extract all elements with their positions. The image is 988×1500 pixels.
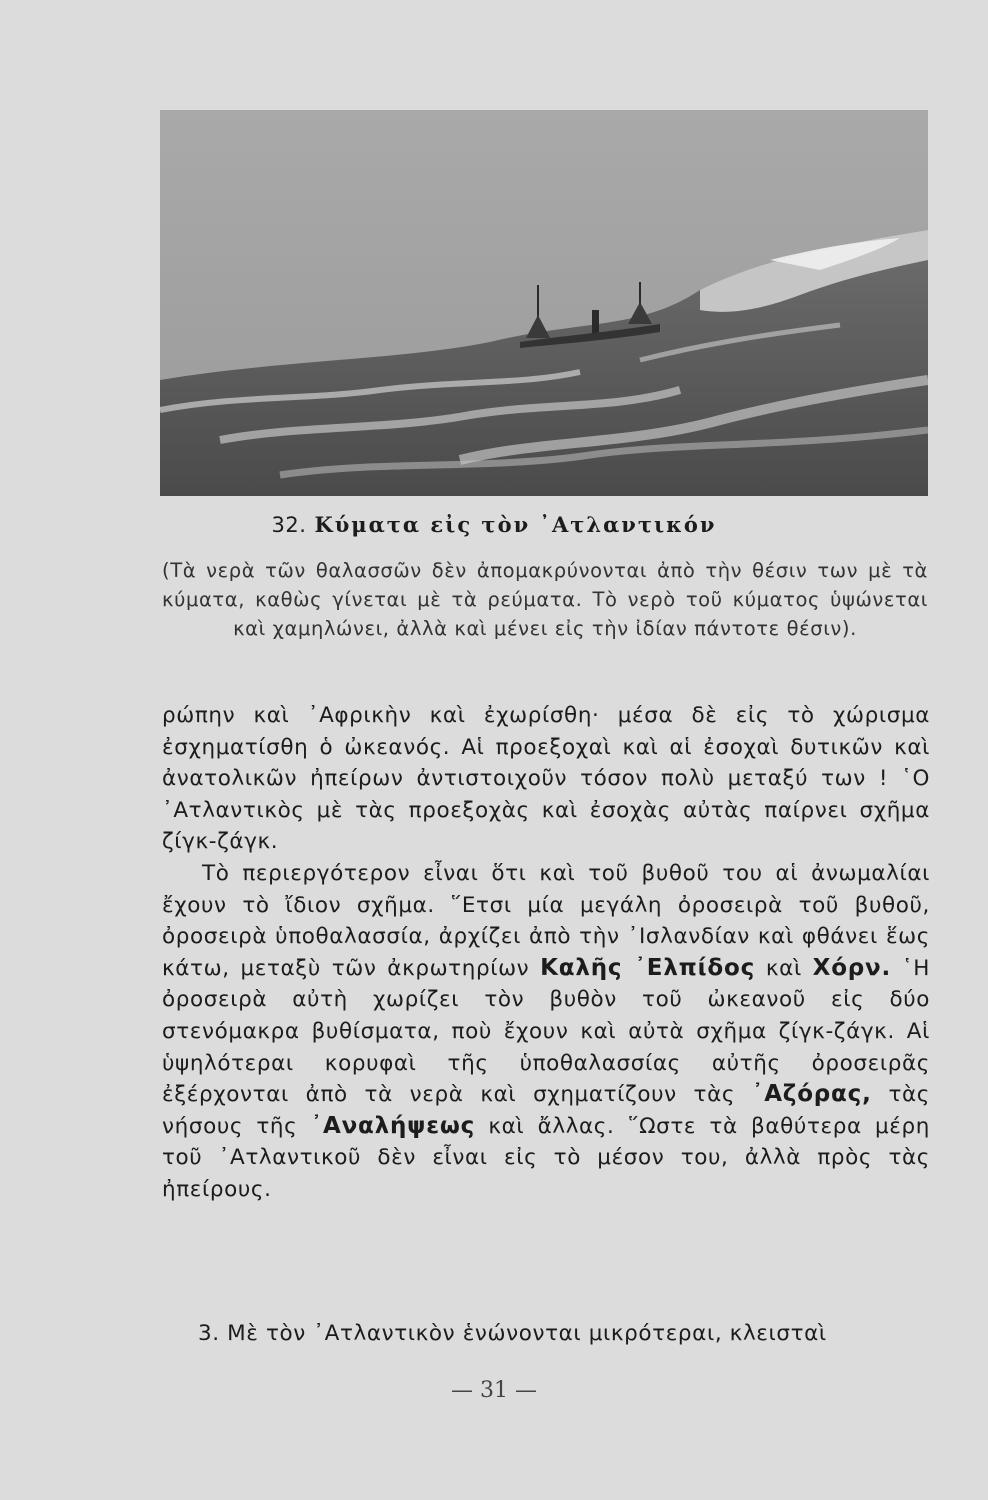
figure-title: Κύματα εἰς τὸν ᾿Ατλαντικόν <box>314 512 717 537</box>
page-number: — 31 — <box>451 1378 537 1403</box>
bold-term-azoras: ᾿Αζόρας, <box>751 1081 872 1108</box>
paragraph-1: ρώπην καὶ ᾿Αφρικὴν καὶ ἐχωρίσθη· μέσα δὲ εἰς τὸ χώρισμα ἐσχηματίσθη ὁ ὠκεανός. Αἱ προεξοχαὶ καὶ αἱ ἐσοχαὶ δυτικῶν καὶ ἀνατολικῶν ἠπείρων ἀντιστοιχοῦν τόσον πολὺ μεταξύ των ! ῾Ο ᾿Ατλαντικὸς μὲ τὰς προεξοχὰς καὶ ἐσοχὰς αὐτὰς παίρνει σχῆμα ζίγκ-ζάγκ. <box>162 703 930 855</box>
main-text <box>162 700 930 1206</box>
paragraph-2-part-d: τὰς νήσους τῆς <box>162 1082 931 1139</box>
bold-term-kalis-elpidos: Καλῆς ᾿Ελπίδος <box>540 954 756 981</box>
paragraph-2-part-e: καὶ ἄλλας. ῞Ωστε τὰ βαθύτερα μέρη τοῦ ᾿Ατλαντικοῦ δὲν εἶναι εἰς τὸ μέσον του, ἀλλὰ πρὸς τὰς ἠπείρους. <box>162 1113 931 1202</box>
paragraph-2-part-c: ῾Η ὀροσειρὰ αὐτὴ χωρίζει τὸν βυθὸν τοῦ ὠκεανοῦ εἰς δύο στενόμακρα βυθίσματα, ποὺ ἔχουν καὶ αὐτὰ σχῆμα ζίγκ-ζάγκ. Αἱ ὑψηλότεραι κορυφαὶ τῆς ὑποθαλασσίας αὐτῆς ὀροσειρᾶς ἐξέρχονται ἀπὸ τὰ νερὰ καὶ σχηματίζουν τὰς <box>162 955 931 1108</box>
ocean-waves-image <box>160 110 928 496</box>
paragraph-2 <box>162 858 930 1206</box>
bold-term-chorn: Χόρν. <box>812 954 892 981</box>
section-3-start: 3. Μὲ τὸν ᾿Ατλαντικὸν ἑνώνονται μικρότεραι, κλεισταὶ <box>198 1321 827 1346</box>
bold-term-analipseos: ᾿Αναλήψεως <box>310 1112 476 1139</box>
figure-caption-note: (Τὰ νερὰ τῶν θαλασσῶν δὲν ἀπομακρύνονται ἀπὸ τὴν θέσιν των μὲ τὰ κύματα, καθὼς γίνεται μὲ τὰ ρεύματα. Τὸ νερὸ τοῦ κύματος ὑψώνεται καὶ χαμηλώνει, ἀλλὰ καὶ μένει εἰς τὴν ἰδίαν πάντοτε θέσιν). <box>162 559 928 640</box>
figure-number: 32. <box>271 513 307 537</box>
ocean-waves-photo <box>160 110 928 496</box>
paragraph-2-part-a: Τὸ περιεργότερον εἶναι ὅτι καὶ τοῦ βυθοῦ του αἱ ἀνωμαλίαι ἔχουν τὸ ἴδιον σχῆμα. ῞Ετσι μία μεγάλη ὀροσειρὰ τοῦ βυθοῦ, ὀροσειρὰ ὑποθαλασσία, ἀρχίζει ἀπὸ τὴν ᾿Ισλανδίαν καὶ φθάνει ἕως κάτω, μεταξὺ τῶν ἀκρωτηρίων <box>162 860 930 981</box>
figure-caption-title <box>0 512 988 537</box>
paragraph-2-part-b: καὶ <box>765 955 802 981</box>
